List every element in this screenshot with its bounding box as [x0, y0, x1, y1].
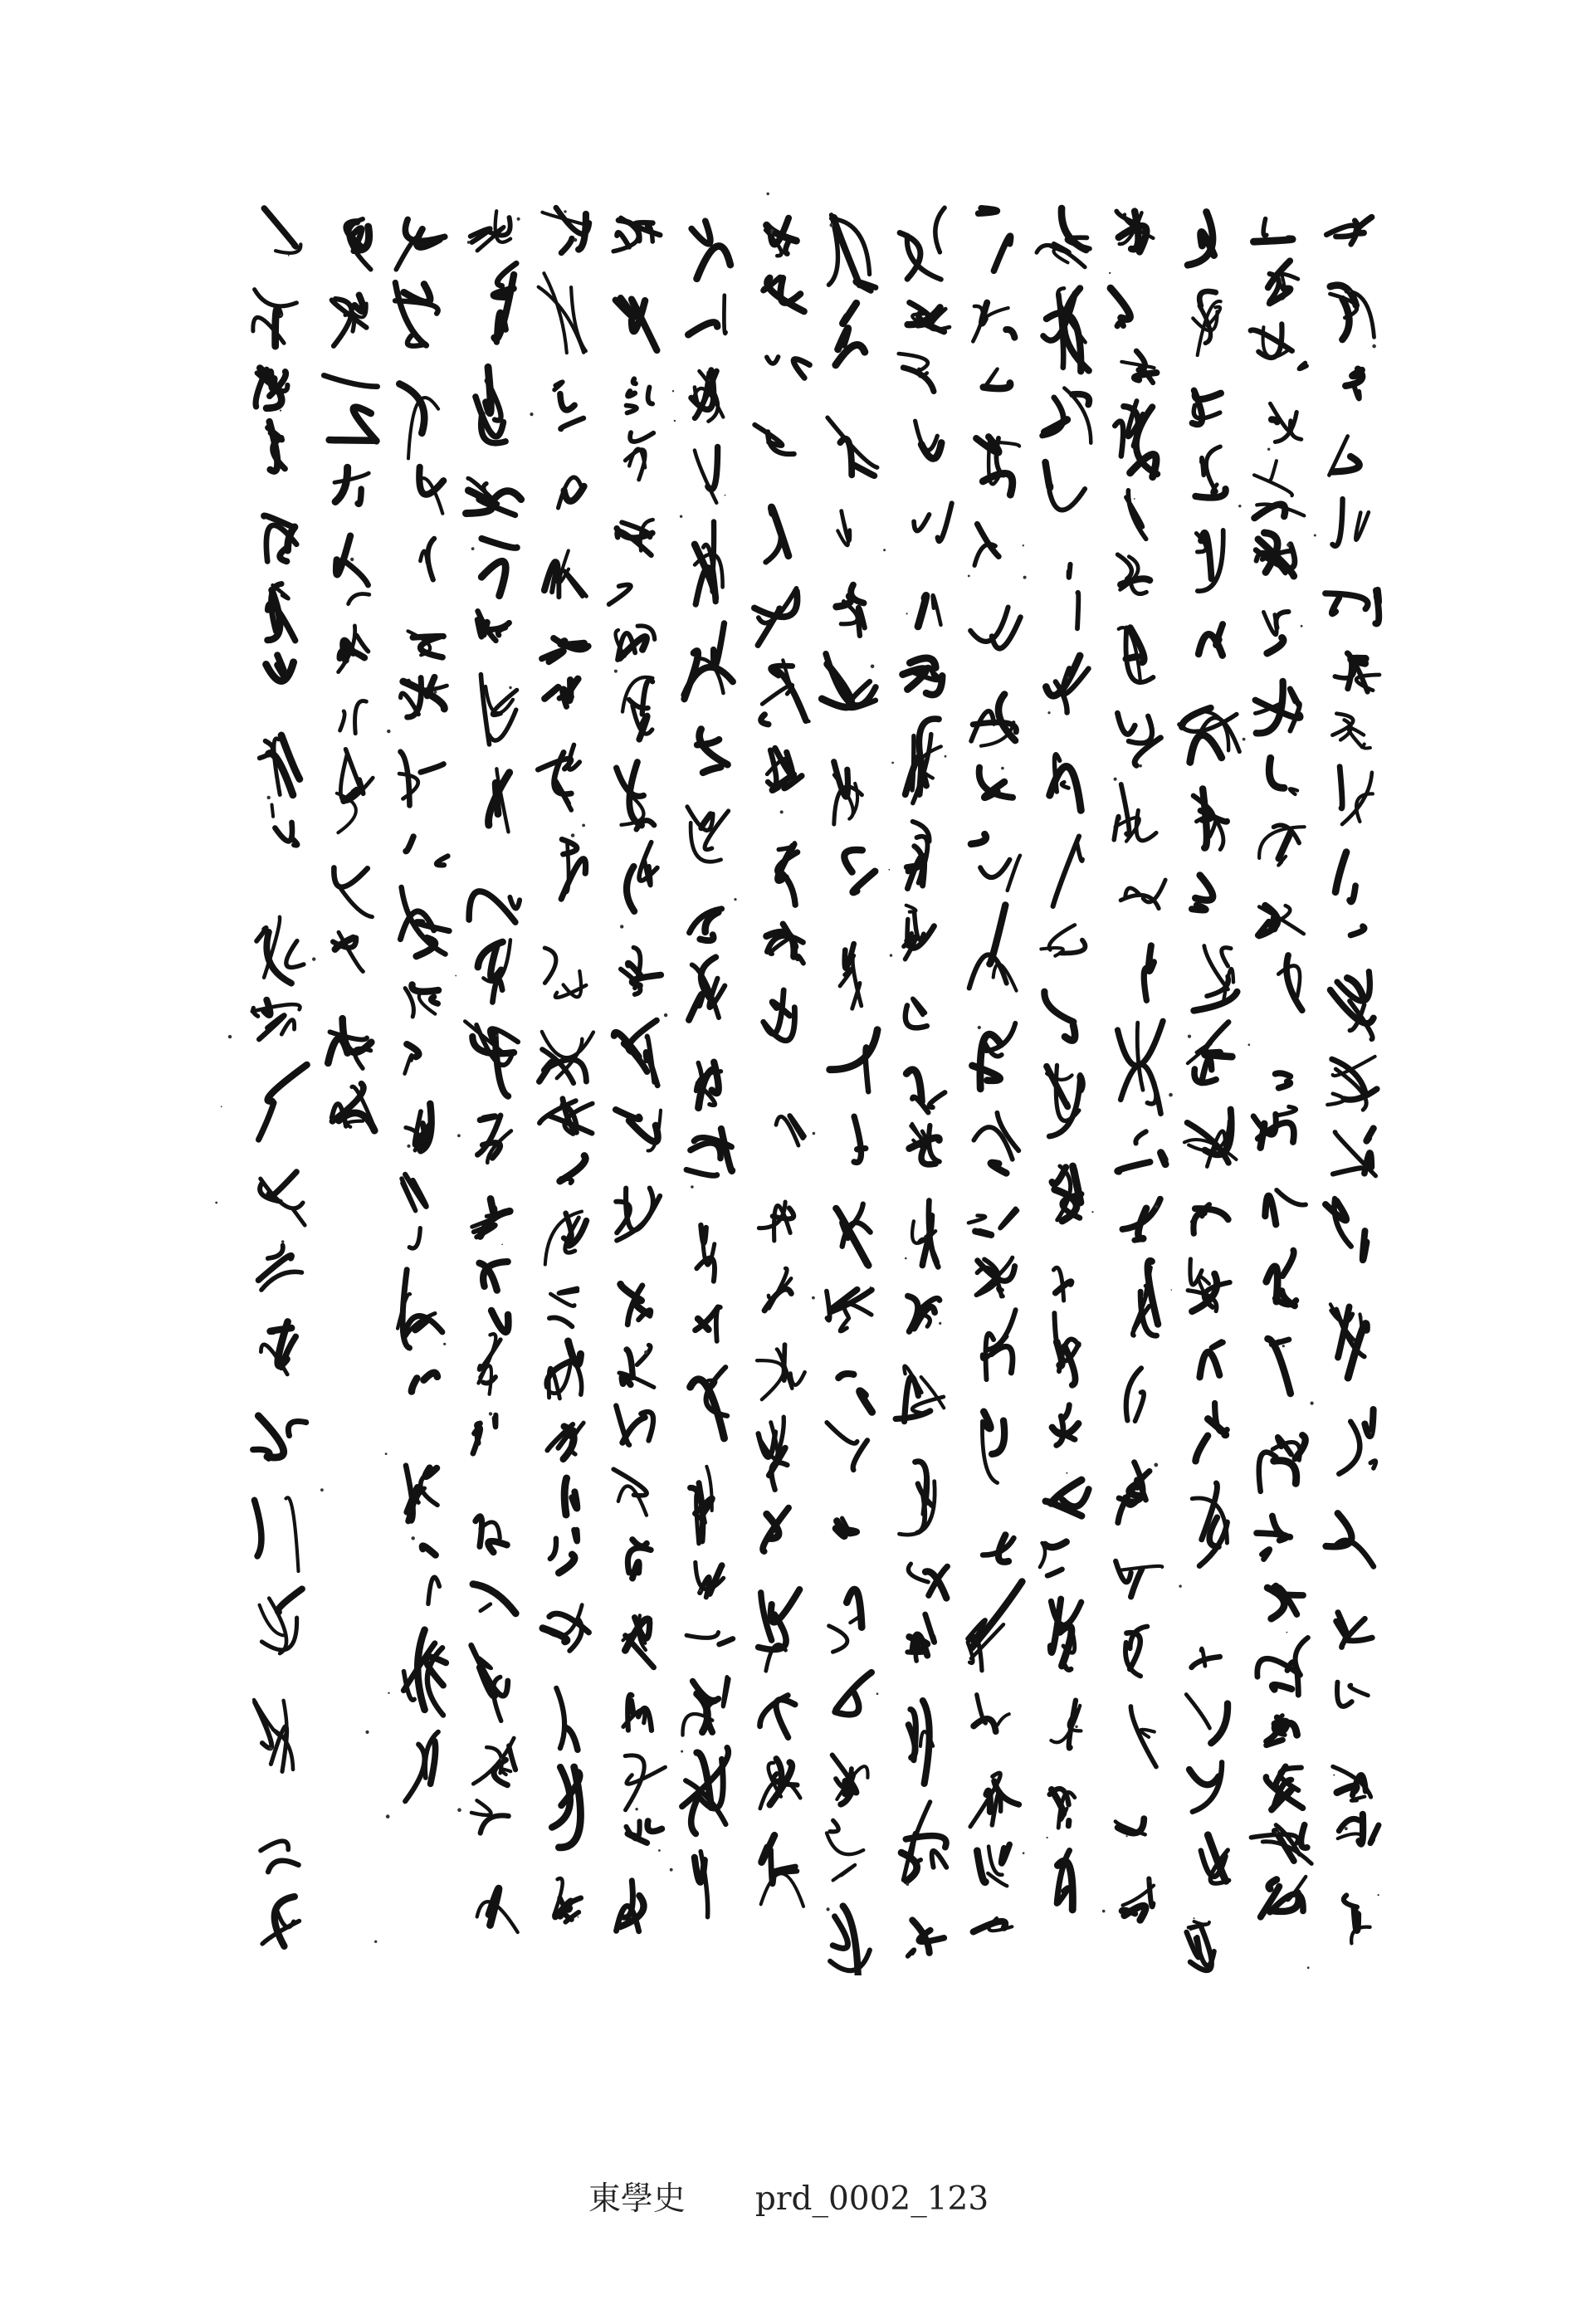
manuscript-column [324, 219, 378, 1130]
manuscript-column [968, 208, 1023, 1932]
manuscript-column [896, 208, 952, 1956]
manuscript-column [609, 217, 666, 1931]
manuscript-column [252, 208, 307, 1946]
manuscript-column [1179, 212, 1239, 1970]
manuscript-column [754, 218, 810, 1907]
page-identifier: prd_0002_123 [754, 2180, 989, 2218]
manuscript-column [822, 215, 877, 1975]
manuscript-column [1111, 212, 1165, 1921]
book-title: 東學史 [588, 2180, 686, 2218]
manuscript-column [1326, 217, 1379, 1944]
manuscript-column [538, 208, 593, 1922]
manuscript-column [1037, 208, 1091, 1910]
manuscript-column [1251, 219, 1311, 1917]
page-footer [0, 2173, 1577, 2223]
handwritten-manuscript-image [208, 191, 1386, 1975]
manuscript-column [465, 211, 521, 1932]
manuscript-column [682, 221, 733, 1916]
manuscript-column [395, 219, 449, 1801]
